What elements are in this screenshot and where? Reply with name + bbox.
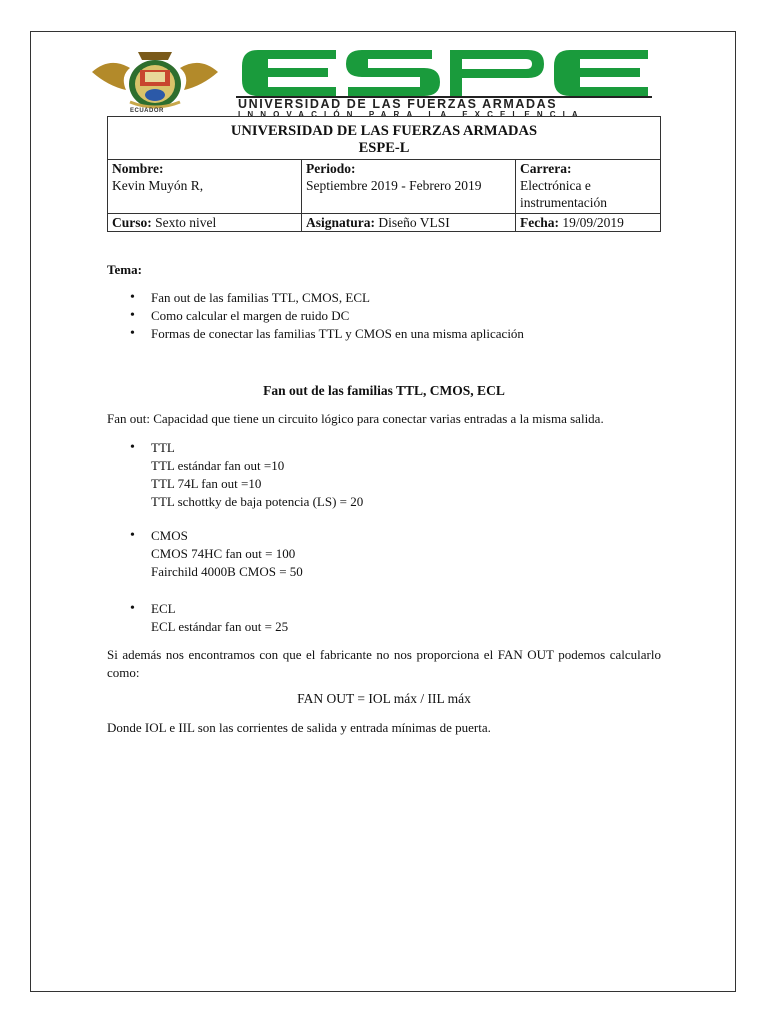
ttl-line: TTL estándar fan out =10	[151, 458, 285, 473]
closing-text: Donde IOL e IIL son las corrientes de salida y entrada mínimas de puerta.	[107, 720, 491, 735]
curso-value: Sexto nivel	[151, 215, 217, 230]
carrera-label: Carrera:	[520, 161, 572, 176]
coat-of-arms-logo	[90, 50, 220, 112]
ttl-line: TTL schottky de baja potencia (LS) = 20	[151, 494, 364, 509]
curso-label: Curso:	[112, 215, 152, 230]
ecl-line: ECL estándar fan out = 25	[151, 619, 289, 634]
ttl-group	[107, 439, 363, 511]
ttl-title: • TTL	[107, 439, 363, 457]
header-box	[107, 116, 661, 159]
brand-university-name: UNIVERSIDAD DE LAS FUERZAS ARMADAS	[238, 97, 558, 111]
document-university-title: UNIVERSIDAD DE LAS FUERZAS ARMADAS	[230, 123, 538, 139]
nombre-label: Nombre:	[112, 161, 164, 176]
seal-caption: ECUADOR	[130, 108, 164, 114]
nombre-cell	[108, 160, 302, 214]
carrera-cell	[516, 160, 661, 214]
periodo-cell	[302, 160, 516, 214]
fecha-value: 19/09/2019	[558, 215, 624, 230]
fan-out-formula: FAN OUT = IOL máx / IIL máx	[297, 691, 471, 706]
espe-brand-logo	[236, 50, 652, 96]
fan-out-paragraph: Si además nos encontramos con que el fabricante no nos proporciona el FAN OUT podemos calcularlo como:	[107, 647, 661, 680]
curso-cell	[108, 214, 302, 232]
list-item: • Fan out de las familias TTL, CMOS, ECL	[107, 289, 524, 307]
info-table	[107, 159, 661, 232]
cmos-group	[107, 527, 303, 581]
asignatura-value: Diseño VLSI	[375, 215, 450, 230]
cmos-line: CMOS 74HC fan out = 100	[151, 546, 296, 561]
fecha-cell	[516, 214, 661, 232]
periodo-value: Septiembre 2019 - Febrero 2019	[306, 178, 482, 193]
section-title: Fan out de las familias TTL, CMOS, ECL	[263, 383, 505, 398]
nombre-value: Kevin Muyón R,	[112, 178, 204, 193]
fan-out-definition: Fan out: Capacidad que tiene un circuito lógico para conectar varias entradas a la misma salida.	[107, 411, 604, 426]
cmos-line: Fairchild 4000B CMOS = 50	[151, 564, 303, 579]
tema-list	[107, 289, 524, 343]
fecha-label: Fecha:	[520, 215, 559, 230]
periodo-label: Periodo:	[306, 161, 356, 176]
document-campus: ESPE-L	[358, 140, 410, 156]
ecl-group	[107, 600, 288, 636]
cmos-title: • CMOS	[107, 527, 303, 545]
list-item: • Como calcular el margen de ruido DC	[107, 307, 524, 325]
carrera-value-line2: instrumentación	[520, 195, 607, 210]
brand-slogan: INNOVACIÓN PARA LA EXCELENCIA	[238, 110, 585, 119]
asignatura-label: Asignatura:	[306, 215, 376, 230]
carrera-value-line1: Electrónica e	[520, 178, 591, 193]
tema-heading: Tema:	[107, 262, 142, 277]
asignatura-cell	[302, 214, 516, 232]
ttl-line: TTL 74L fan out =10	[151, 476, 262, 491]
ecl-title: • ECL	[107, 600, 288, 618]
list-item: • Formas de conectar las familias TTL y CMOS en una misma aplicación	[107, 325, 524, 343]
